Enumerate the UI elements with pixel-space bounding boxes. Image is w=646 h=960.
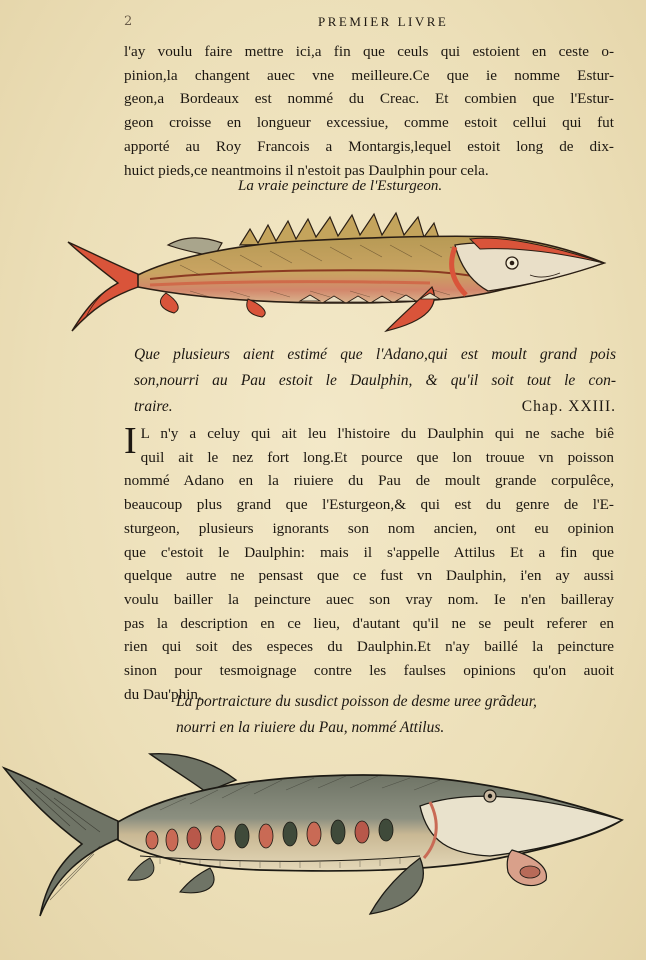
text-line: geon croisse en longueur excessiue, comme estoit cellui qui fut: [124, 114, 614, 132]
text-line: L n'y a celuy qui ait leu l'histoire du Daulphin qui ne sache biê: [140, 425, 614, 442]
text-line: quil ait le nez fort long.Et pource que lon trouue vn poisson: [140, 448, 614, 466]
text-line: apporté au Roy Francois a Montargis,lequel estoit long de dix-: [124, 137, 614, 155]
folio-number: 2: [124, 14, 133, 29]
running-head: [0, 14, 646, 32]
text-line: sturgeon, plusieurs ignorants son nom ancien, ont eu opinion: [124, 519, 614, 537]
text-line: du Dau'phin.: [124, 685, 202, 703]
text-line: pas la description en ce lieu, d'autant qu'il ne se peult referer en: [124, 614, 614, 632]
text-line: huict pieds,ce neantmoins il n'estoit pas Daulphin pour cela.: [124, 161, 489, 179]
text-line: l'ay voulu faire mettre ici,a fin que ceuls qui estoient en ceste o-: [124, 43, 614, 60]
text-line: que c'estoit le Daulphin: mais il s'appelle Attilus Et a fin que: [124, 543, 614, 561]
running-head-title: PREMIER LIVRE: [318, 14, 449, 29]
attilus-caption: [176, 689, 537, 741]
text-line: beaucoup plus grand que l'Esturgeon,& qui est du genre de l'E-: [124, 496, 614, 514]
caption-line: La portraicture du susdict poisson de desme uree grãdeur,: [176, 693, 537, 710]
attilus-illustration: [0, 746, 646, 926]
paragraph-2: [124, 422, 614, 706]
text-line: pinion,la changent auec vne meilleure.Ce que ie nomme Estur-: [124, 66, 614, 84]
text-line: sinon pour tesmoignage contre les faulses opinions qu'on auoit: [124, 662, 614, 680]
text-line: rien qui soit des especes du Daulphin.Et n'ay baillé la peincture: [124, 638, 614, 656]
chapter-title-last-word: traire.: [134, 398, 173, 415]
text-line: geon,a Bordeaux est nommé du Creac. Et combien que l'Estur-: [124, 90, 614, 108]
text-line: quelque autre ne pensast que ce fust vn Daulphin, i'en ay aussi: [124, 567, 614, 585]
chapter-number: Chap. XXIII.: [521, 398, 616, 415]
drop-cap: I: [124, 420, 137, 462]
sturgeon-caption: La vraie peincture de l'Esturgeon.: [238, 178, 443, 194]
chapter-title-line: Que plusieurs aient estimé que l'Adano,qui est moult grand pois: [134, 346, 616, 363]
caption-line: nourri en la riuiere du Pau, nommé Attilus.: [176, 719, 445, 736]
chapter-title-line: son,nourri au Pau estoit le Daulphin, & qu'il soit tout le con-: [134, 372, 616, 389]
sturgeon-illustration: [0, 205, 646, 340]
paragraph-1: [124, 40, 614, 182]
text-line: nommé Adano en la riuiere du Pau de moult grande corpulêce,: [124, 472, 614, 490]
chapter-heading: [134, 342, 616, 420]
text-line: voulu bailler la peincture auec son vray nom. Ie n'en bailleray: [124, 590, 614, 608]
